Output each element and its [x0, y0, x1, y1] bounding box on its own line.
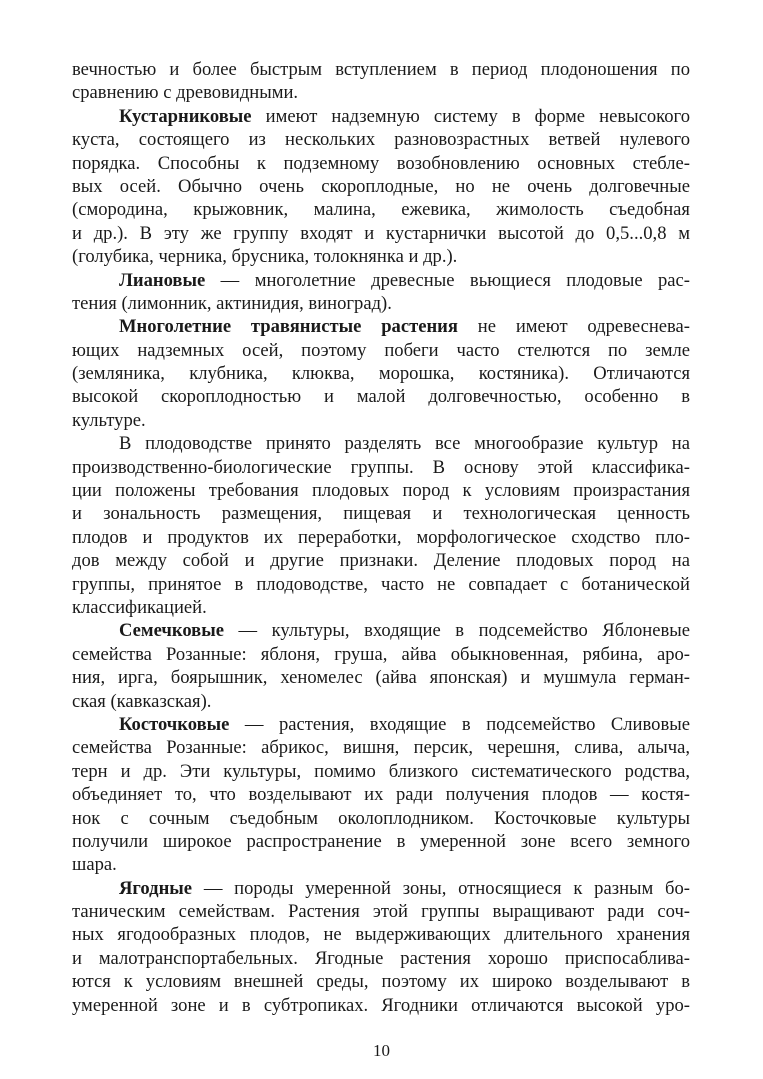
text-line: (земляника, клубника, клюква, морошка, костяника). Отличаются	[72, 363, 690, 385]
text-line	[72, 315, 690, 338]
paragraph-shrubs	[72, 105, 690, 269]
text-line: таническим семействам. Растения этой группы выращивают ради соч-	[72, 901, 690, 923]
text-line: и др.). В эту же группу входят и кустарнички высотой до 0,5...0,8 м	[72, 222, 690, 244]
text-line: умеренной зоне и в субтропиках. Ягодники отличаются высокой уро-	[72, 994, 690, 1016]
text-line: сравнению с древовидными.	[72, 82, 299, 104]
text-line: ющих надземных осей, поэтому побеги часто стелются по земле	[72, 339, 690, 361]
term-lianas: Лиановые	[119, 269, 206, 291]
text-fragment: не имеют одревеснева-	[457, 316, 691, 338]
text-line: куста, состоящего из нескольких разновозрастных ветвей нулевого	[72, 129, 690, 151]
text-line: получили широкое распространение в умеренной зоне всего земного	[72, 830, 690, 852]
text-line: ская (кавказская).	[72, 690, 212, 712]
text-line: семейства Розанные: абрикос, вишня, персик, черешня, слива, алыча,	[72, 737, 690, 759]
term-berries: Ягодные	[119, 877, 193, 899]
paragraph-classification	[72, 432, 690, 619]
paragraph-continuation	[72, 58, 690, 105]
text-line: плодов и продуктов их переработки, морфологическое сходство пло-	[72, 526, 690, 548]
paragraph-lianas	[72, 269, 690, 316]
page-body	[72, 58, 690, 1017]
text-line: дов между собой и другие признаки. Деление плодовых пород на	[72, 550, 690, 572]
text-line: терн и др. Эти культуры, помимо близкого систематического родства,	[72, 760, 690, 782]
text-line: культуре.	[72, 409, 146, 431]
text-line: тения (лимонник, актинидия, виноград).	[72, 292, 392, 314]
text-line: высокой скороплодностью и малой долговечностью, особенно в	[72, 386, 690, 408]
text-line	[72, 713, 690, 736]
text-fragment: — культуры, входящие в подсемейство Яблоневые	[223, 620, 690, 642]
text-fragment: — многолетние древесные вьющиеся плодовые рас-	[205, 269, 690, 291]
text-fragment: — растения, входящие в подсемейство Сливовые	[229, 713, 690, 735]
term-shrubs: Кустарниковые	[119, 105, 252, 127]
term-stone-fruit: Косточковые	[119, 713, 230, 735]
text-line	[72, 105, 690, 128]
text-line: производственно-биологические группы. В основу этой классифика-	[72, 456, 690, 478]
text-line	[72, 877, 690, 900]
text-line: и зональность размещения, пищевая и технологическая ценность	[72, 503, 690, 525]
text-line: В плодоводстве принято разделять все многообразие культур на	[119, 433, 690, 455]
text-line: семейства Розанные: яблоня, груша, айва обыкновенная, рябина, аро-	[72, 643, 690, 665]
text-line: классификацией.	[72, 596, 207, 618]
paragraph-stone-fruit	[72, 713, 690, 877]
term-pome: Семечковые	[119, 620, 224, 642]
text-line: ции положены требования плодовых пород к условиям произрастания	[72, 480, 690, 502]
text-fragment: — породы умеренной зоны, относящиеся к разным бо-	[192, 877, 690, 899]
text-line: (смородина, крыжовник, малина, ежевика, жимолость съедобная	[72, 199, 690, 221]
paragraph-pome	[72, 619, 690, 713]
text-line	[72, 269, 690, 292]
text-line: ных ягодообразных плодов, не выдерживающих длительного хранения	[72, 924, 690, 946]
text-fragment: имеют надземную систему в форме невысокого	[251, 105, 690, 127]
text-line: ния, ирга, боярышник, хеномелес (айва японская) и мушмула герман-	[72, 667, 690, 689]
text-line: шара.	[72, 854, 117, 876]
text-line	[72, 619, 690, 642]
text-line: ются к условиям внешней среды, поэтому их широко возделывают в	[72, 971, 690, 993]
text-line: (голубика, черника, брусника, толокнянка и др.).	[72, 246, 458, 268]
paragraph-berries	[72, 877, 690, 1017]
paragraph-herbaceous	[72, 315, 690, 432]
text-line: вых осей. Обычно очень скороплодные, но не очень долговечные	[72, 175, 690, 197]
text-line: и малотранспортабельных. Ягодные растения хорошо приспосаблива-	[72, 947, 690, 969]
text-line: вечностью и более быстрым вступлением в период плодоношения по	[72, 59, 690, 80]
term-herbaceous: Многолетние травянистые растения	[119, 316, 458, 338]
text-line: группы, принятое в плодоводстве, часто не совпадает с ботанической	[72, 573, 690, 595]
text-line: порядка. Способны к подземному возобновлению основных стебле-	[72, 152, 690, 174]
page-number: 10	[373, 1041, 390, 1060]
text-line: нок с сочным съедобным околоплодником. Косточковые культуры	[72, 807, 690, 829]
text-line: объединяет то, что возделывают их ради получения плодов — костя-	[72, 784, 690, 806]
